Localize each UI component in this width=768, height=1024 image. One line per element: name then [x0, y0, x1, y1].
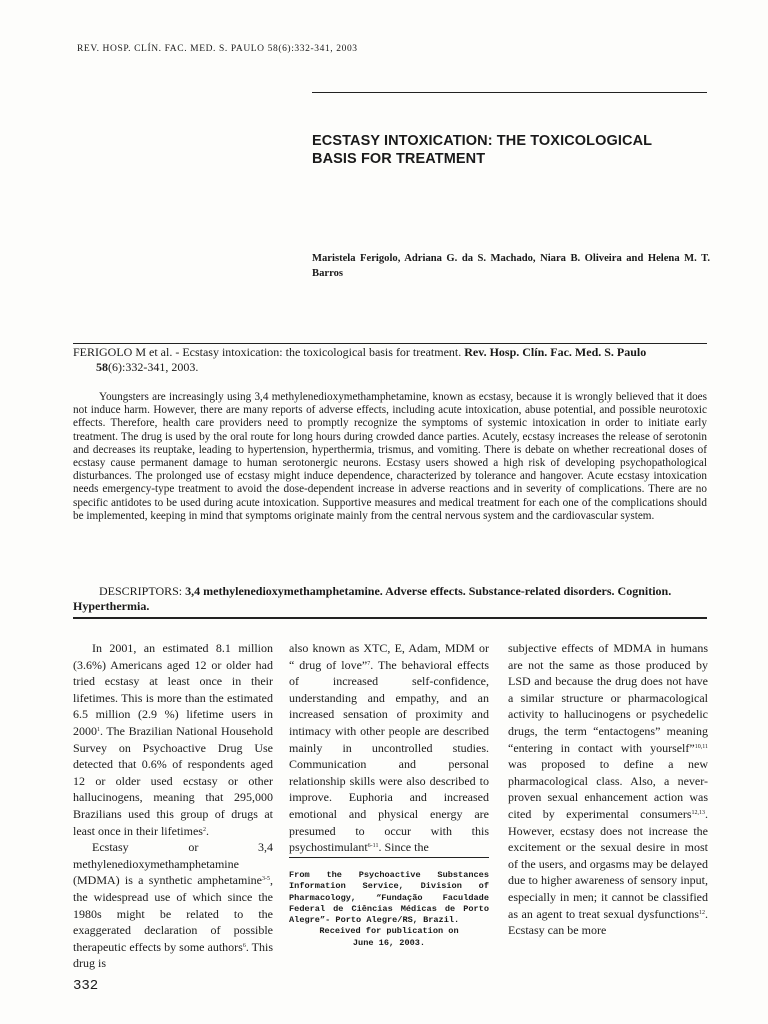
body-text: . Since the [378, 840, 429, 855]
descriptors-terms: 3,4 methylenedioxymethamphetamine. Adverse effects. Substance-related disorders. Cognition. Hyperthermia. [73, 584, 672, 613]
affiliation-text: From the Psychoactive Substances Information Service, Division of Pharmacology, “Fundação Faculdade Federal de Ciências Médicas de Porto Alegre”- Porto Alegre/RS, Brazil. [289, 870, 489, 926]
reference-superscript: 7 [367, 660, 371, 667]
body-paragraph [289, 640, 489, 856]
reference-superscript: 1 [97, 726, 100, 733]
affiliation-footnote [289, 870, 489, 949]
citation-journal: Rev. Hosp. Clín. Fac. Med. S. Paulo [464, 345, 647, 359]
body-text: . The behavioral effects of increased self-confidence, understanding and empathy, and an increased sensation of proximity and intimacy with other people are described mainly in uncontrolled studies. Communication and personal relationship skills were also described to improve. Euphoria and increased emotional and physical energy are presumed to occur with this psychostimulant [289, 657, 489, 855]
reference-superscript: 6 [242, 942, 246, 949]
body-text: . The Brazilian National Household Survey on Psychoactive Drug Use detected that 0.6% of respondents aged 12 or older used ecstasy or other hallucinogens, meaning that 295,000 Brazilians used this group of drugs at least once in their lifetimes [73, 723, 273, 838]
body-text: also known as XTC, E, Adam, MDM or “ drug of love” [289, 641, 489, 672]
body-text: subjective effects of MDMA in humans are not the same as those produced by LSD and because the drug does not have a similar structure or pharmacological activity to hallucinogens or psychedelic drugs, the term “entactogens” meaning “entering in contact with yourself” [508, 641, 708, 755]
body-text: was proposed to define a new pharmacological class. Also, a never-proven sexual enhancement action was cited by experimental consumers [508, 757, 708, 821]
body-column-2 [289, 640, 489, 856]
reference-superscript: 6-11 [367, 843, 379, 850]
page-number: 332 [73, 978, 99, 994]
reference-superscript: 3-5 [262, 876, 270, 883]
body-text: , the widespread use of which since the 1980s might be related to the exaggerated declaration of possible therapeutic effects by some authors [73, 873, 273, 954]
body-paragraph [73, 839, 273, 972]
citation-issue-pages: (6):332-341, 2003. [108, 360, 199, 374]
reference-superscript: 2 [202, 826, 206, 833]
body-text: . [205, 823, 209, 838]
article-authors: Maristela Ferigolo, Adriana G. da S. Machado, Niara B. Oliveira and Helena M. T. Barros [312, 253, 710, 279]
body-paragraph [508, 640, 708, 939]
reference-superscript: 12 [699, 909, 705, 916]
descriptors-bottom-rule [73, 617, 707, 619]
received-line-1: Received for publication on [319, 926, 459, 937]
citation-top-rule [73, 343, 707, 344]
body-paragraph [73, 640, 273, 839]
received-line-2: June 16, 2003. [352, 937, 426, 948]
body-text: Ecstasy or 3,4 methylenedioxymethamphetamine (MDMA) is a synthetic amphetamine [73, 840, 273, 888]
descriptors [73, 584, 707, 614]
descriptors-label: DESCRIPTORS: [99, 584, 186, 598]
title-top-rule [312, 92, 707, 93]
article-title-line-2: BASIS FOR TREATMENT [312, 151, 486, 167]
body-text: . Ecstasy can be more [508, 906, 708, 938]
article-title [312, 132, 712, 168]
citation-volume: 58 [96, 360, 108, 374]
reference-superscript: 12,13 [691, 809, 705, 816]
body-text: . This drug is [73, 939, 273, 971]
body-text: In 2001, an estimated 8.1 million (3.6%) Americans aged 12 or older had tried ecstasy at least once in their lifetimes. This is more than the estimated 6.5 million (2.9 %) lifetime users in 2000 [73, 641, 273, 738]
reference-superscript: 10,11 [694, 743, 708, 750]
citation-prefix: FERIGOLO M et al. - Ecstasy intoxication: the toxicological basis for treatment. [73, 345, 465, 359]
journal-running-header: REV. HOSP. CLÍN. FAC. MED. S. PAULO 58(6):332-341, 2003 [77, 44, 358, 54]
article-title-line-1: ECSTASY INTOXICATION: THE TOXICOLOGICAL [312, 133, 653, 149]
citation-volume-line [73, 360, 707, 375]
abstract: Youngsters are increasingly using 3,4 methylenedioxymethamphetamine, known as ecstasy, because it is wrongly believed that it does not induce harm. However, there are many reports of adverse effects, including acute intoxication, abuse potential, and possible neurotoxic effects. Therefore, health care providers need to promptly recognize the symptoms of systemic intoxication in order to initiate early treatment. The drug is used by the oral route for long hours during crowded dance parties. Acutely, ecstasy increases the release of serotonin and decreases its reuptake, leading to hypertension, hyperthermia, trismus, and vomiting. There is debate on whether recreational doses of ecstasy cause permanent damage to human serotonergic neurons. Ecstasy users showed a high risk of developing psychopathological disturbances. The prolonged use of ecstasy might induce dependence, characterized by tolerance and hangover. Acute ecstasy intoxication needs emergency-type treatment to avoid the dose-dependent increase in adverse reactions and in severity of complications. There are no specific antidotes to be used during acute intoxication. Supportive measures and medical treatment for each one of the complications should be implemented, keeping in mind that symptoms originate mainly from the central nervous system and the cardiovascular system. [73, 391, 707, 522]
footnote-rule [289, 857, 489, 858]
body-column-3 [508, 640, 708, 939]
citation-block [73, 345, 707, 375]
body-text: . However, ecstasy does not increase the excitement or the sexual desire in most of the users, and orgasms may be delayed due to higher awareness of sensory input, especially in men; it cannot be classified as an agent to treat sexual dysfunctions [508, 806, 708, 921]
body-column-1 [73, 640, 273, 972]
